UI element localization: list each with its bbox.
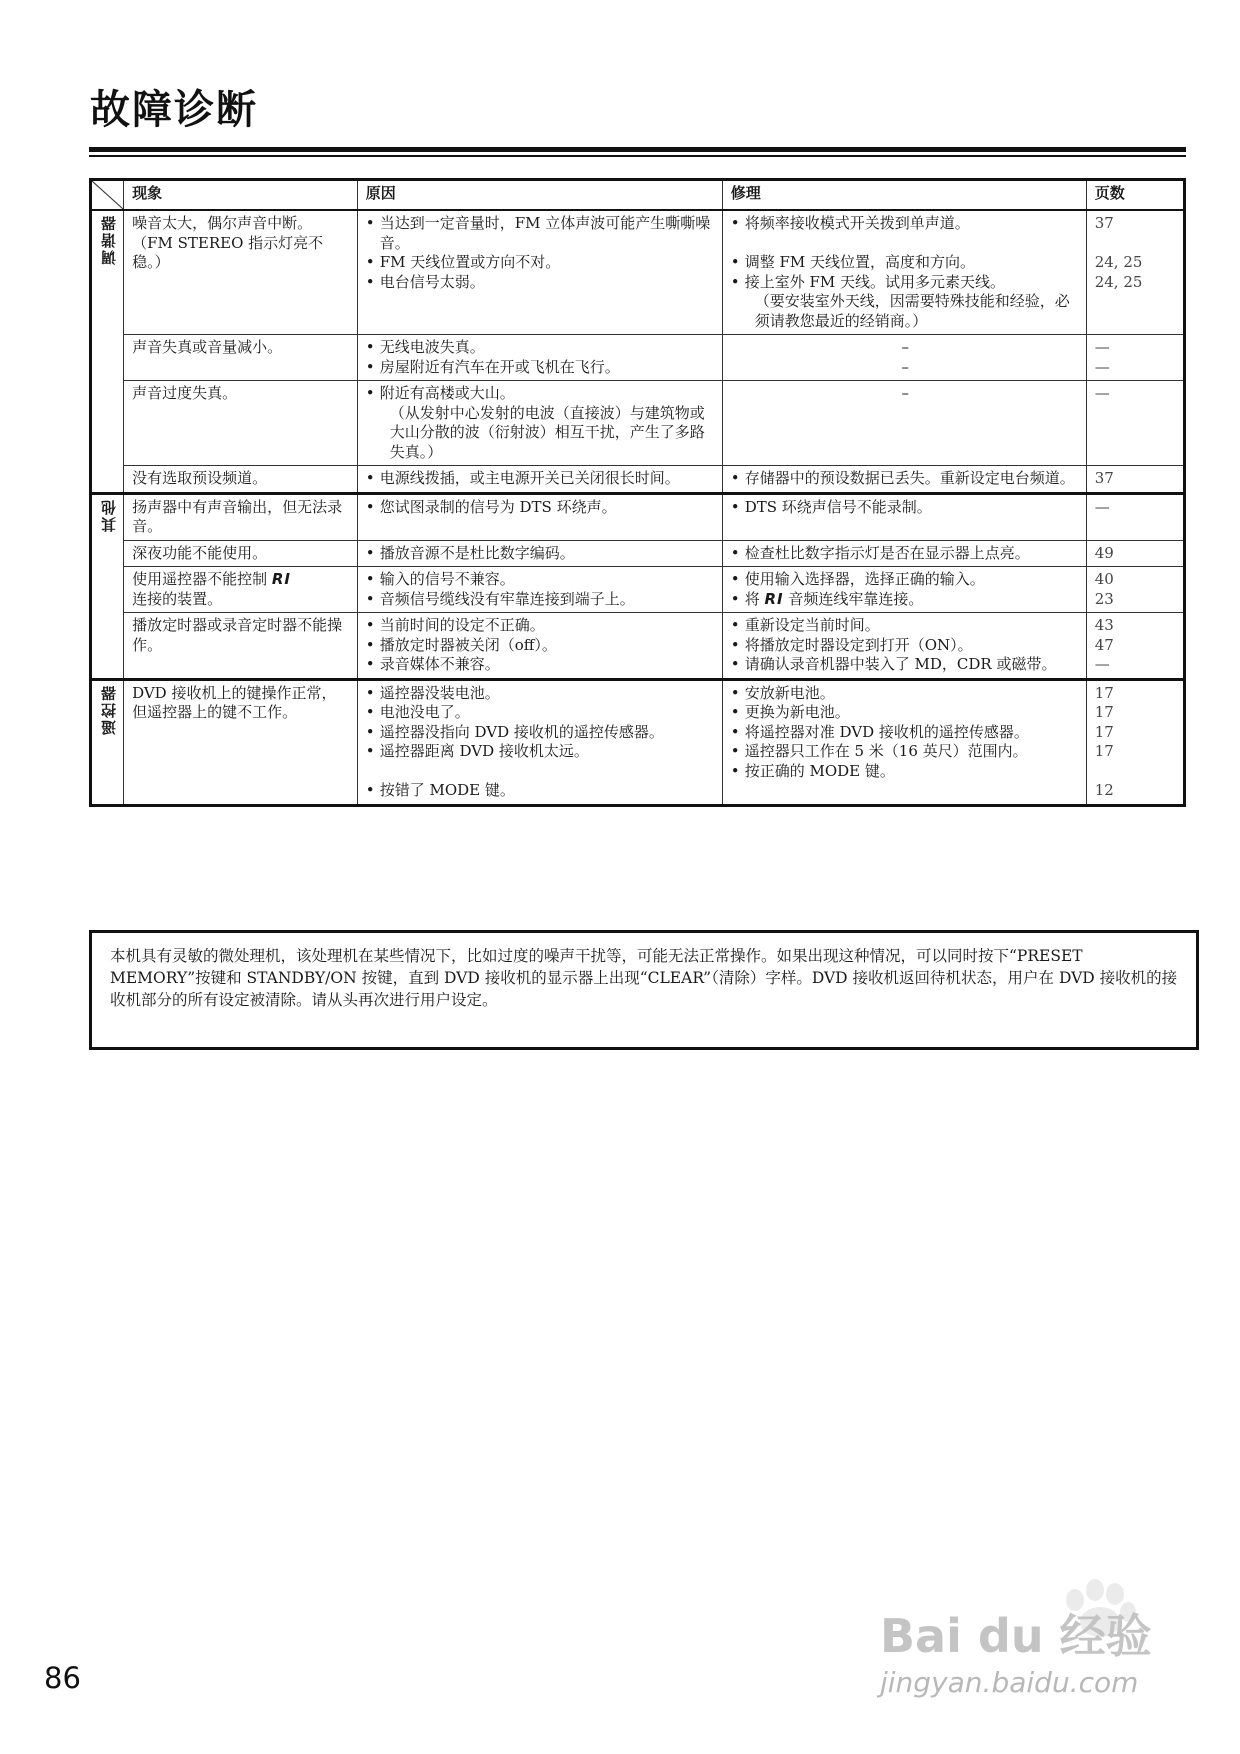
cause-cell [357, 335, 722, 381]
list-item: • 使用输入选择器，选择正确的输入。 [731, 570, 1080, 590]
table-row [91, 493, 1185, 540]
list-item: • 播放音源不是杜比数字编码。 [366, 544, 716, 564]
table-row [91, 466, 1185, 494]
page-cell: 40 23 [1086, 567, 1184, 613]
list-item: • 调整 FM 天线位置，高度和方向。 [731, 253, 1080, 273]
list-item: • 您试图录制的信号为 DTS 环绕声。 [366, 498, 716, 518]
list-item: • 按正确的 MODE 键。 [731, 762, 1080, 782]
list-item: • 录音媒体不兼容。 [366, 655, 716, 675]
remedy-note: （要安装室外天线，因需要特殊技能和经验，必须请教您最近的经销商。） [754, 292, 1070, 330]
list-item: • 将播放定时器设定到打开（ON）。 [731, 636, 1080, 656]
list-item: • 房屋附近有汽车在开或飞机在飞行。 [366, 358, 716, 378]
header-symptom: 现象 [124, 180, 358, 211]
list-item: • 重新设定当前时间。 [731, 616, 1080, 636]
list-item: • 遥控器距离 DVD 接收机太远。 [366, 742, 716, 762]
note-box: 本机具有灵敏的微处理机，该处理机在某些情况下，比如过度的噪声干扰等，可能无法正常操作。如果出现这种情况，可以同时按下“PRESET MEMORY”按键和 STANDBY/ON 按键，直到 DVD 接收机的显示器上出现“CLEAR”（清除）字样。DVD 接收机返回待机状态，用户在 DVD 接收机的接收机部分的所有设定被清除。请从头再次进行用户设定。 [89, 930, 1199, 1050]
symptom-cell: 扬声器中有声音输出，但无法录音。 [124, 493, 358, 540]
header-page: 页数 [1086, 180, 1184, 211]
list-item: • 电源线拨插，或主电源开关已关闭很长时间。 [366, 469, 716, 489]
cause-cell [357, 567, 722, 613]
header-cause: 原因 [357, 180, 722, 211]
remedy-cell [722, 679, 1086, 805]
troubleshooting-table [89, 178, 1186, 807]
symptom-cell: 声音过度失真。 [124, 381, 358, 466]
remedy-cell [722, 540, 1086, 567]
page-cell: 43 47 — [1086, 613, 1184, 680]
page-cell: 49 [1086, 540, 1184, 567]
table-row [91, 567, 1185, 613]
header-remedy: 修理 [722, 180, 1086, 211]
remedy-cell [722, 493, 1086, 540]
list-item: • 存储器中的预设数据已丢失。重新设定电台频道。 [731, 469, 1080, 489]
symptom-cell: 没有选取预设频道。 [124, 466, 358, 494]
symptom-cell: 播放定时器或录音定时器不能操作。 [124, 613, 358, 680]
remedy-cell [722, 567, 1086, 613]
list-item: • 当达到一定音量时，FM 立体声波可能产生嘶嘶噪音。 [366, 214, 716, 253]
page-cell: — [1086, 493, 1184, 540]
list-item: • 遥控器没指向 DVD 接收机的遥控传感器。 [366, 723, 716, 743]
group-label-tuner: 调谐器 [91, 210, 124, 493]
page-number: 86 [44, 1661, 81, 1695]
cause-cell [357, 540, 722, 567]
list-item: • 无线电波失真。 [366, 338, 716, 358]
list-item: • 遥控器只工作在 5 米（16 英尺）范围内。 [731, 742, 1080, 762]
list-item: • 按错了 MODE 键。 [366, 781, 716, 801]
list-item: • 播放定时器被关闭（off）。 [366, 636, 716, 656]
watermark-brand: Bai du 经验 [880, 1609, 1152, 1663]
group-label-other: 其他 [91, 493, 124, 679]
title-rule-thick [89, 147, 1186, 152]
title-rule-thin [89, 155, 1186, 157]
table-row [91, 679, 1185, 805]
list-item: • 将遥控器对准 DVD 接收机的遥控传感器。 [731, 723, 1080, 743]
watermark-url: jingyan.baidu.com [880, 1666, 1139, 1699]
list-item: • 当前时间的设定不正确。 [366, 616, 716, 636]
list-item: • 遥控器没装电池。 [366, 684, 716, 704]
cause-note: （从发射中心发射的电波（直接波）与建筑物或大山分散的波（衍射波）相互干扰，产生了多路失真。） [389, 403, 705, 461]
list-item: • 电台信号太弱。 [366, 273, 716, 293]
symptom-cell: 深夜功能不能使用。 [124, 540, 358, 567]
list-item: • DTS 环绕声信号不能录制。 [731, 498, 1080, 518]
group-label-remote: 遥控器 [91, 679, 124, 805]
symptom-cell: 使用遥控器不能控制 RI 连接的装置。 [124, 567, 358, 613]
list-item: • 安放新电池。 [731, 684, 1080, 704]
list-item: • 输入的信号不兼容。 [366, 570, 716, 590]
cause-cell [357, 381, 722, 466]
table-row [91, 613, 1185, 680]
page-cell: 37 [1086, 466, 1184, 494]
list-item: • 请确认录音机器中装入了 MD，CDR 或磁带。 [731, 655, 1080, 675]
page-cell: 17 17 17 17 12 [1086, 679, 1184, 805]
page-cell: — — [1086, 335, 1184, 381]
cause-cell [357, 679, 722, 805]
remedy-cell: – – [722, 335, 1086, 381]
table-header-row [91, 180, 1185, 211]
table-row [91, 335, 1185, 381]
list-item: • 音频信号缆线没有牢靠连接到端子上。 [366, 590, 716, 610]
table-row [91, 381, 1185, 466]
list-item: • 附近有高楼或大山。 [366, 384, 716, 404]
list-item: • 检查杜比数字指示灯是否在显示器上点亮。 [731, 544, 1080, 564]
list-item: • 更换为新电池。 [731, 703, 1080, 723]
cause-cell [357, 466, 722, 494]
symptom-cell: DVD 接收机上的键操作正常，但遥控器上的键不工作。 [124, 679, 358, 805]
remedy-cell: – [722, 381, 1086, 466]
page-title: 故障诊断 [90, 87, 258, 133]
ri-logo-icon: RI [271, 570, 291, 588]
page-cell: — [1086, 381, 1184, 466]
list-item: • 电池没电了。 [366, 703, 716, 723]
cause-cell [357, 613, 722, 680]
table-row [91, 210, 1185, 335]
remedy-cell [722, 210, 1086, 335]
remedy-cell [722, 613, 1086, 680]
cause-cell [357, 210, 722, 335]
list-item: • 将频率接收模式开关拨到单声道。 [731, 214, 1080, 234]
list-item: • 将 RI 音频连线牢靠连接。 [731, 590, 1080, 610]
table-row [91, 540, 1185, 567]
remedy-cell [722, 466, 1086, 494]
header-corner [91, 180, 124, 211]
symptom-cell: 声音失真或音量减小。 [124, 335, 358, 381]
corner-diagonal-icon [92, 181, 123, 209]
list-item: • 接上室外 FM 天线。试用多元素天线。 [731, 273, 1080, 293]
cause-cell [357, 493, 722, 540]
page-cell: 37 24, 25 24, 25 [1086, 210, 1184, 335]
list-item: • FM 天线位置或方向不对。 [366, 253, 716, 273]
ri-logo-icon: RI [764, 589, 784, 608]
symptom-cell: 噪音太大，偶尔声音中断。 （FM STEREO 指示灯亮不稳。） [124, 210, 358, 335]
